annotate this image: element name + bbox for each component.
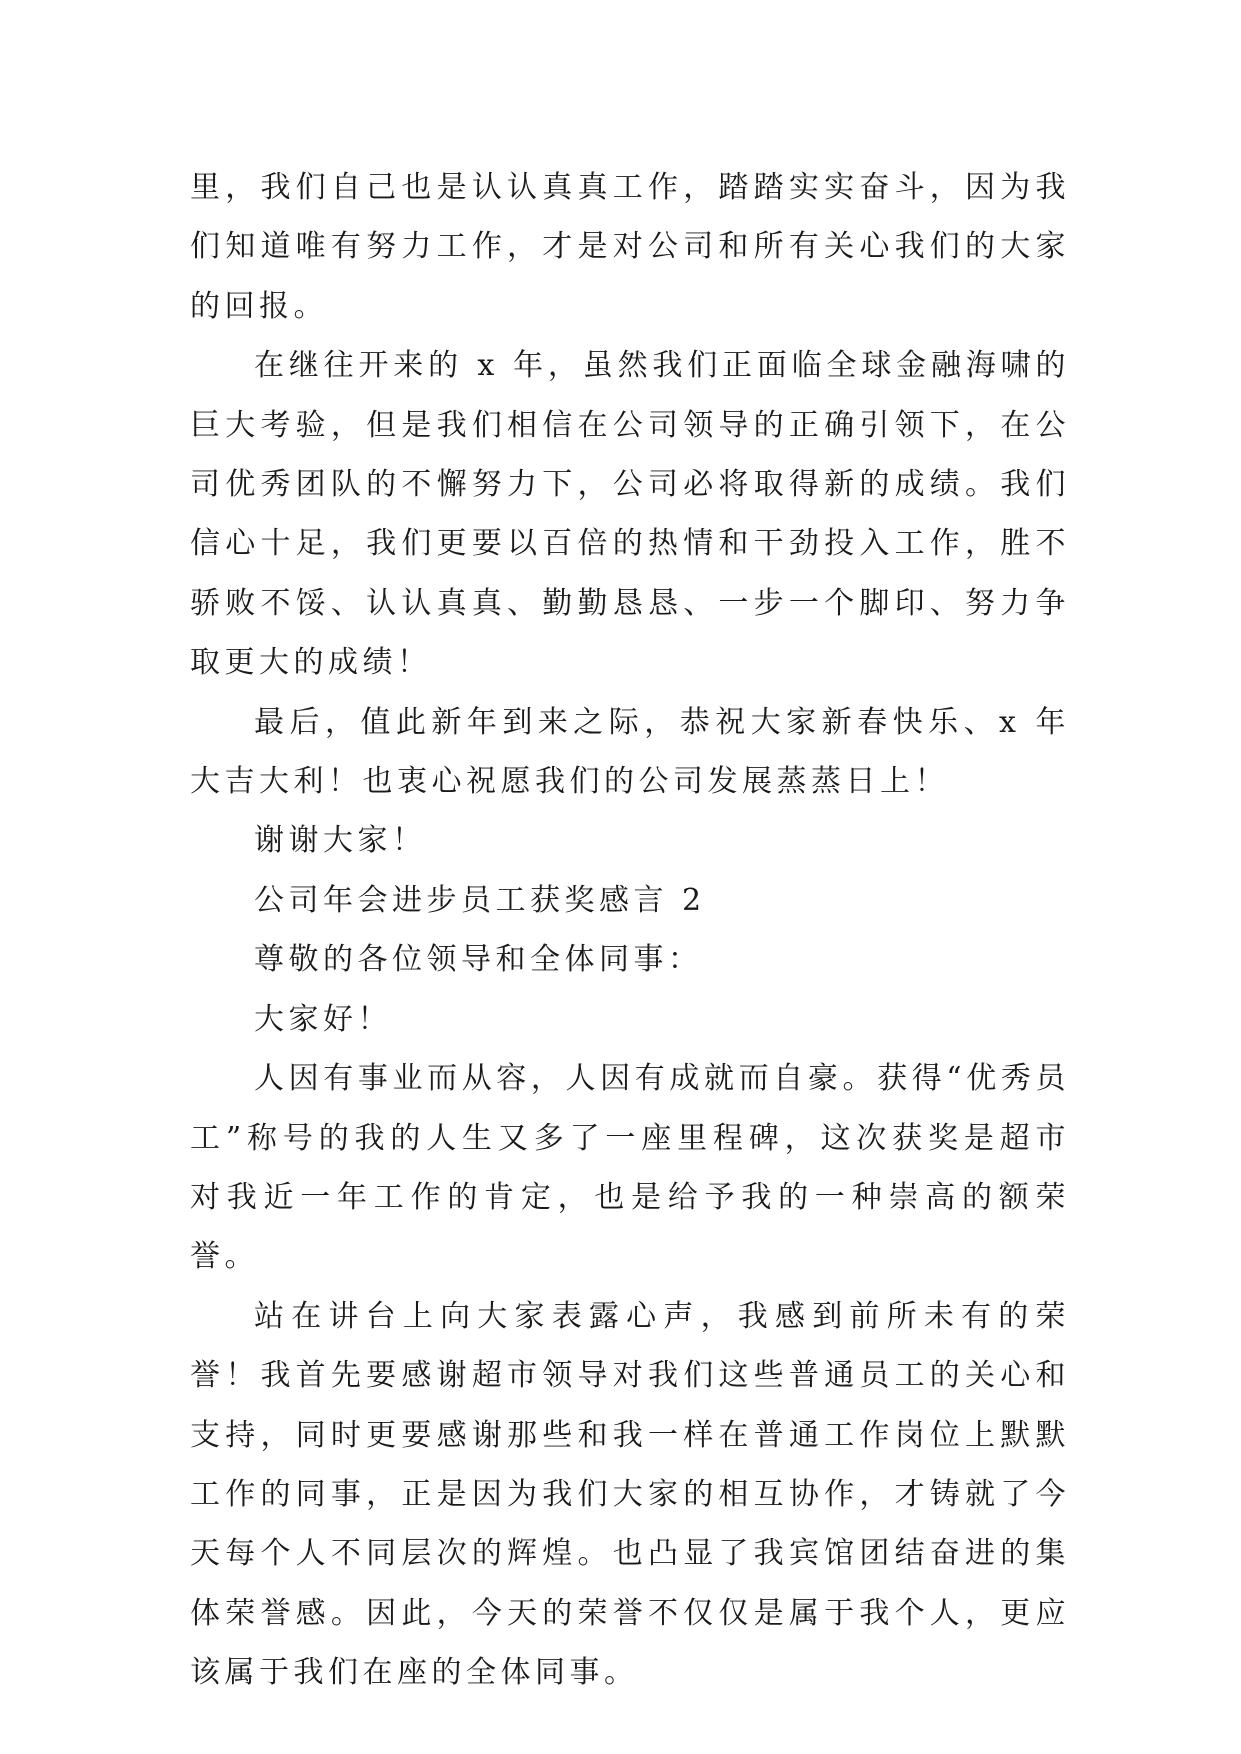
paragraph-new-year-wishes: 最后，值此新年到来之际，恭祝大家新春快乐、x 年大吉大利！也衷心祝愿我们的公司发展蒸蒸日上！ <box>190 704 1070 800</box>
paragraph-award-intro: 人因有事业而从容，人因有成就而自豪。获得“优秀员工”称号的我的人生又多了一座里程碑，这次获奖是超市对我近一年工作的肯定，也是给予我的一种崇高的额荣誉。 <box>190 1061 1070 1275</box>
greeting: 大家好！ <box>254 1001 392 1037</box>
paragraph-outlook: 在继往开来的 x 年，虽然我们正面临全球金融海啸的巨大考验，但是我们相信在公司领导的正确引领下，在公司优秀团队的不懈努力下，公司必将取得新的成绩。我们信心十足，我们更要以百倍的热情和干劲投入工作，胜不骄败不馁、认认真真、勤勤恳恳、一步一个脚印、努力争取更大的成绩！ <box>190 348 1070 681</box>
section-heading: 公司年会进步员工获奖感言 2 <box>254 882 706 918</box>
paragraph-continuation: 里，我们自己也是认认真真工作，踏踏实实奋斗，因为我们知道唯有努力工作，才是对公司和所有关心我们的大家的回报。 <box>190 170 1070 324</box>
paragraph-thanks: 谢谢大家！ <box>254 823 427 859</box>
paragraph-acknowledgement: 站在讲台上向大家表露心声，我感到前所未有的荣誉！我首先要感谢超市领导对我们这些普通员工的关心和支持，同时更要感谢那些和我一样在普通工作岗位上默默工作的同事，正是因为我们大家的相互协作，才铸就了今天每个人不同层次的辉煌。也凸显了我宾馆团结奋进的集体荣誉感。因此，今天的荣誉不仅仅是属于我个人，更应该属于我们在座的全体同事。 <box>190 1298 1070 1691</box>
salutation: 尊敬的各位领导和全体同事： <box>254 942 703 978</box>
document-body <box>190 158 1070 1703</box>
